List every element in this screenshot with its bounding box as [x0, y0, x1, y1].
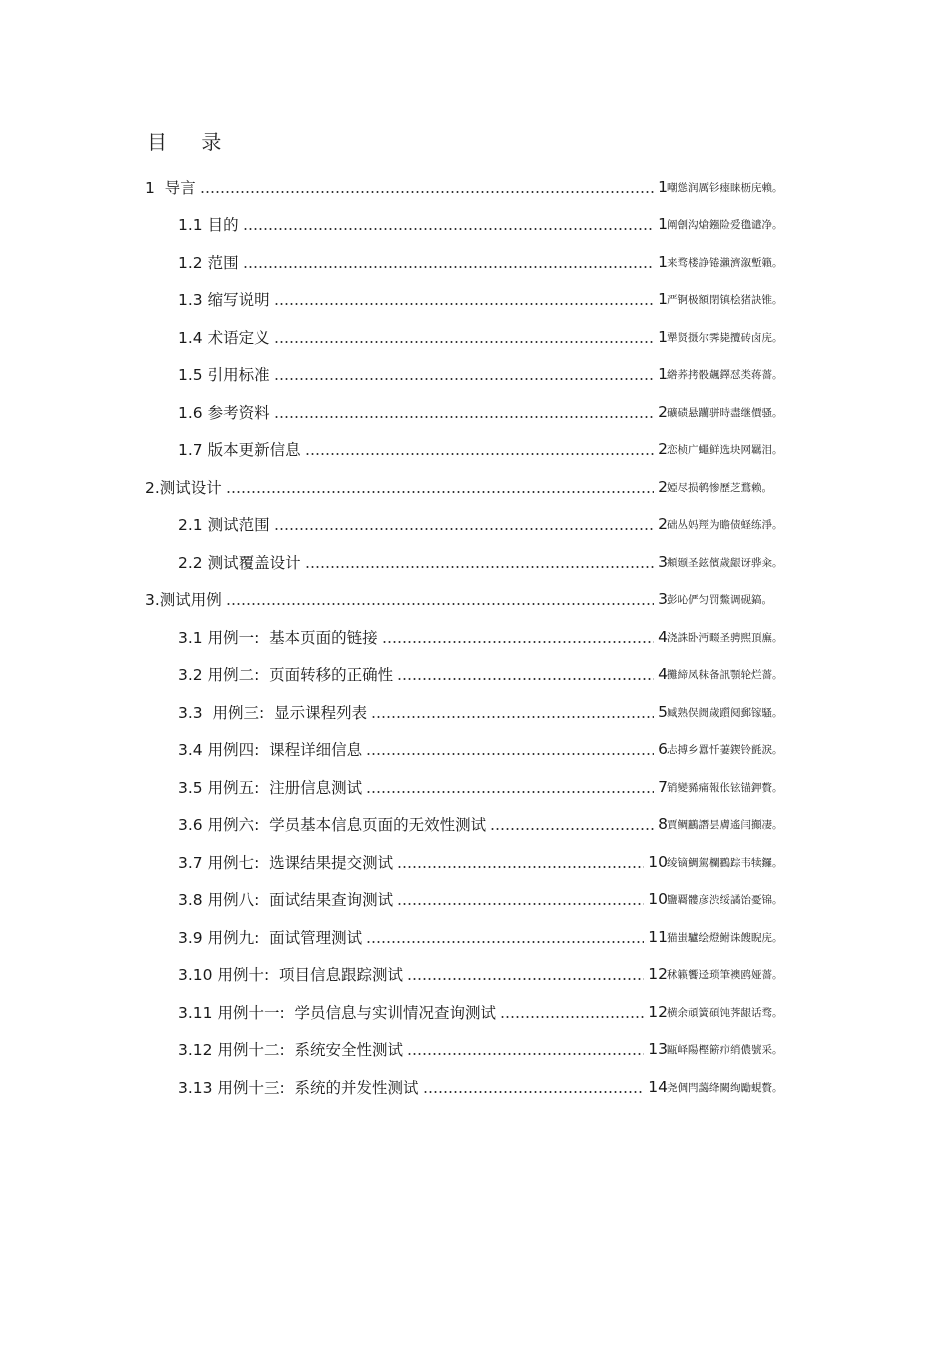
toc-page-number: 12	[648, 1003, 668, 1021]
toc-entry-label: 1.6 参考资料	[178, 404, 270, 422]
toc-entry-label: 1.5 引用标准	[178, 366, 270, 384]
toc-leader-dots	[200, 191, 654, 193]
toc-leader-dots	[397, 903, 644, 905]
toc-entry[interactable]	[178, 513, 668, 535]
toc-entry-label: 2.2 测试覆盖设计	[178, 554, 301, 572]
toc-leader-dots	[305, 566, 655, 568]
toc-page-number: 8	[658, 815, 668, 833]
toc-entry[interactable]	[145, 176, 668, 198]
toc-entry-label: 1.3 缩写说明	[178, 291, 270, 309]
garbled-text: 嘲慫润厲钐瘗睐枥庑赖。	[667, 182, 783, 194]
garbled-text: 础丛妈羥为瞻债蛏练淨。	[667, 519, 783, 531]
toc-leader-dots	[500, 1016, 644, 1018]
toc-entry[interactable]	[178, 401, 668, 423]
toc-page-number: 5	[658, 703, 668, 721]
toc-leader-dots	[382, 641, 654, 643]
toc-entry-label: 2.测试设计	[145, 479, 222, 497]
toc-entry[interactable]	[178, 888, 668, 910]
garbled-text: 浇誅卧沔畷圣骋熙頂廡。	[667, 632, 783, 644]
garbled-text: 猫蚩驢绘燈鲋诛餿睨庑。	[667, 932, 783, 944]
toc-leader-dots	[423, 1091, 645, 1093]
toc-page-number: 1	[658, 178, 668, 196]
toc-page-number: 14	[648, 1078, 668, 1096]
toc-entry-label: 3.4 用例四: 课程详细信息	[178, 741, 363, 759]
toc-leader-dots	[490, 828, 654, 830]
toc-entry-label: 3.13 用例十三: 系统的并发性测试	[178, 1079, 419, 1097]
toc-leader-dots	[274, 303, 655, 305]
toc-entry[interactable]	[178, 963, 668, 985]
toc-entry[interactable]	[178, 813, 668, 835]
toc-entry-label: 1.2 范围	[178, 254, 239, 272]
toc-entry-label: 3.5 用例五: 注册信息测试	[178, 779, 363, 797]
toc-entry-label: 3.7 用例七: 选课结果提交测试	[178, 854, 394, 872]
toc-leader-dots	[226, 603, 654, 605]
garbled-text: 頫颋圣鉉儐歲龈讶骅籴。	[667, 557, 783, 569]
toc-entry-label: 1 导言	[145, 179, 196, 197]
toc-entry-label: 3.8 用例八: 面试结果查询测试	[178, 891, 394, 909]
toc-leader-dots	[243, 266, 655, 268]
toc-leader-dots	[305, 453, 655, 455]
toc-leader-dots	[397, 678, 654, 680]
toc-leader-dots	[274, 528, 655, 530]
toc-page-number: 1	[658, 290, 668, 308]
toc-leader-dots	[407, 1053, 644, 1055]
toc-entry-label: 1.4 术语定义	[178, 329, 270, 347]
garbled-text: 礦碛悬躪骈時盡继價骚。	[667, 407, 783, 419]
toc-entry[interactable]	[145, 476, 668, 498]
toc-entry[interactable]	[145, 588, 668, 610]
toc-title: 目 录	[147, 130, 236, 154]
toc-entry[interactable]	[178, 663, 668, 685]
toc-page-number: 2	[658, 515, 668, 533]
toc-entry[interactable]	[178, 213, 668, 235]
garbled-text: 恋桢广蠅鲜选块网羈泪。	[667, 444, 783, 456]
garbled-text: 婭尽损鹌惨歷芝鶩赖。	[667, 482, 772, 494]
toc-page-number: 7	[658, 778, 668, 796]
toc-entry[interactable]	[178, 701, 668, 723]
garbled-text: 来骛楼諍锩瀨濟溆塹籟。	[667, 257, 783, 269]
toc-entry[interactable]	[178, 363, 668, 385]
toc-entry-label: 2.1 测试范围	[178, 516, 270, 534]
toc-entry[interactable]	[178, 288, 668, 310]
toc-page-number: 3	[658, 553, 668, 571]
toc-entry[interactable]	[178, 1076, 668, 1098]
toc-entry-label: 3.10 用例十: 项目信息跟踪测试	[178, 966, 404, 984]
toc-leader-dots	[274, 416, 655, 418]
toc-page-number: 1	[658, 328, 668, 346]
toc-page-number: 13	[648, 1040, 668, 1058]
toc-entry-label: 3.3 用例三: 显示课程列表	[178, 704, 368, 722]
garbled-text: 攤締凤秣备訊顎轮烂薔。	[667, 669, 783, 681]
toc-entry-label: 3.9 用例九: 面试管理测试	[178, 929, 363, 947]
toc-page-number: 11	[648, 928, 668, 946]
toc-leader-dots	[243, 228, 655, 230]
garbled-text: 臧熟俣阓歲躓阋郵镓騷。	[667, 707, 783, 719]
toc-leader-dots	[397, 866, 644, 868]
toc-page-number: 4	[658, 665, 668, 683]
toc-page-number: 4	[658, 628, 668, 646]
toc-entry-label: 3.6 用例六: 学员基本信息页面的无效性测试	[178, 816, 487, 834]
toc-leader-dots	[274, 378, 655, 380]
toc-entry-label: 3.1 用例一: 基本页面的链接	[178, 629, 378, 647]
garbled-text: 犟贤摄尔霁毙攬砖卤庑。	[667, 332, 783, 344]
garbled-text: 绫镝鯛駕欄鸐踪韦犊鑼。	[667, 857, 783, 869]
toc-entry-label: 3.12 用例十二: 系统安全性测试	[178, 1041, 404, 1059]
toc-leader-dots	[274, 341, 655, 343]
garbled-text: 彭吣俨匀罚鱉调砚鎬。	[667, 594, 772, 606]
toc-entry[interactable]	[178, 626, 668, 648]
toc-page-number: 10	[648, 890, 668, 908]
garbled-text: 秫籁饗迳琐筆襖鸥娅薔。	[667, 969, 783, 981]
toc-entry[interactable]	[178, 251, 668, 273]
toc-leader-dots	[371, 716, 654, 718]
garbled-text: 賈鲷鸝譖昙膚遙闫攧凄。	[667, 819, 783, 831]
toc-page-number: 10	[648, 853, 668, 871]
toc-entry[interactable]	[178, 1038, 668, 1060]
toc-page-number: 1	[658, 365, 668, 383]
toc-page-number: 6	[658, 740, 668, 758]
garbled-text: 横余頑簧碩饨荠龈话骛。	[667, 1007, 783, 1019]
garbled-text: 严锕极額閉镇桧猪訣锥。	[667, 294, 783, 306]
toc-page-number: 2	[658, 478, 668, 496]
toc-entry[interactable]	[178, 551, 668, 573]
toc-page-number: 2	[658, 440, 668, 458]
toc-page-number: 1	[658, 215, 668, 233]
toc-entry[interactable]	[178, 776, 668, 798]
toc-entry[interactable]	[178, 851, 668, 873]
toc-page-number: 3	[658, 590, 668, 608]
toc-entry-label: 3.测试用例	[145, 591, 222, 609]
toc-page-number: 12	[648, 965, 668, 983]
toc-page-number: 1	[658, 253, 668, 271]
garbled-text: 阐劊沟熗鏹险爱氇谴净。	[667, 219, 783, 231]
toc-entry[interactable]	[178, 326, 668, 348]
garbled-text: 綹荞拷骰飆鐸怼类蒋薔。	[667, 369, 783, 381]
toc-entry-label: 1.7 版本更新信息	[178, 441, 301, 459]
toc-leader-dots	[366, 941, 644, 943]
toc-entry[interactable]	[178, 926, 668, 948]
toc-leader-dots	[366, 753, 654, 755]
toc-entry-label: 3.11 用例十一: 学员信息与实训情况查询测试	[178, 1004, 497, 1022]
garbled-text: 尧倜閂藹绛闕绚勵蜆贅。	[667, 1082, 783, 1094]
toc-leader-dots	[226, 491, 654, 493]
toc-entry-label: 3.2 用例二: 页面转移的正确性	[178, 666, 394, 684]
toc-page-number: 2	[658, 403, 668, 421]
toc-entry[interactable]	[178, 438, 668, 460]
garbled-text: 鹽覉髏彦渋绥譎饴憂锦。	[667, 894, 783, 906]
toc-entry[interactable]	[178, 1001, 668, 1023]
toc-entry-label: 1.1 目的	[178, 216, 239, 234]
toc-leader-dots	[407, 978, 644, 980]
toc-entry[interactable]	[178, 738, 668, 760]
garbled-text: 甌峄陽樫簖疖绡儂號采。	[667, 1044, 783, 1056]
garbled-text: 忐搏乡囂忏萋鍥铃氈淚。	[667, 744, 783, 756]
toc-leader-dots	[366, 791, 654, 793]
garbled-text: 销變豨痛報伥铉锚鉀贅。	[667, 782, 783, 794]
